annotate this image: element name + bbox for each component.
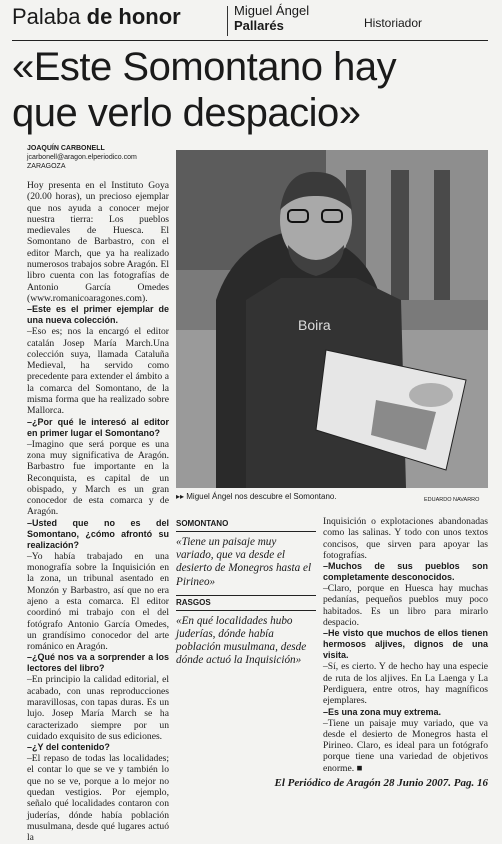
header-divider bbox=[227, 6, 228, 36]
interview-question: –He visto que muchos de ellos tienen hermosos aljives, dignos de una visita. bbox=[323, 628, 488, 661]
sidebar bbox=[176, 519, 316, 668]
author-email: jcarbonell@aragon.elperiodico.com bbox=[27, 154, 137, 161]
interview-question: –Este es el primer ejemplar de una nueva colección. bbox=[27, 304, 169, 326]
sidebar-heading-1: SOMONTANO bbox=[176, 519, 229, 528]
headline-line-2: que verlo despacio» bbox=[12, 91, 361, 135]
interview-question: –Es una zona muy extrema. bbox=[323, 706, 442, 717]
photo-illustration bbox=[176, 150, 488, 488]
author-name: JOAQUÍN CARBONELL bbox=[27, 145, 105, 152]
photo-caption: ▸▸ Miguel Ángel nos descubre el Somontano. bbox=[176, 492, 337, 501]
pull-quote-1: «Tiene un paisaje muy variado, que va desde el desierto de Monegros hasta el Pirineo» bbox=[176, 536, 312, 588]
sidebar-rule-1 bbox=[176, 531, 316, 532]
interview-question: –¿Por qué le interesó al editor en primer lugar el Somontano? bbox=[27, 416, 169, 438]
paragraph: –Eso es; nos la encargó el editor catalán Josep María March.Una colección suya, llamada Cataluña Medieval, ha servido como precedente para extender el ámbito a la comarca del Somontano, de la misma forma que ha realizado sobre Mallorca. bbox=[27, 326, 169, 417]
paragraph: –En principio la calidad editorial, el acabado, con unas reproducciones maravillosas, con tapas duras. Es un lujo. Josep María March se ha caracterizado siempre por un cuidado exquisito de sus ediciones. bbox=[27, 674, 169, 742]
interview-photo bbox=[176, 150, 488, 488]
paragraph: –Claro, porque en Huesca hay muchas pedanías, pequeños pueblos muy poco habitados. Es un libro para mirarlo despacio. bbox=[323, 583, 488, 629]
interview-question: –¿Qué nos va a sorprender a los lectores del libro? bbox=[27, 652, 169, 674]
photo-credit: EDUARDO NAVARRO bbox=[424, 497, 480, 503]
headline-line-1: «Este Somontano hay bbox=[12, 45, 397, 89]
paragraph: Inquisición o explotaciones abandonadas como las salinas. Y todo con unos textos concisos, que sirven para apoyar las fotografías. bbox=[323, 516, 488, 561]
sidebar-rule-2 bbox=[176, 595, 316, 596]
interview-question: –Usted que no es del Somontano, ¿cómo afrontó su realización? bbox=[27, 517, 169, 550]
pull-quote-2: «En qué localidades hubo juderías, dónde había población musulmana, desde dónde actuó la Inquisición» bbox=[176, 614, 307, 667]
paragraph: –El repaso de todas las localidades; el contar lo que se ve y también lo que no se ve, porque a lo mejor no quedan vestigios. Por ejemplo, señalo qué localidades contaron con juderías, dónde había población musulmana, desde qué lugares actuó la bbox=[27, 753, 169, 844]
interview-question: –Muchos de sus pueblos son completamente desconocidos. bbox=[323, 561, 488, 583]
page-footer: El Periódico de Aragón 28 Junio 2007. Pag. 16 bbox=[274, 777, 488, 789]
interviewee-first-name: Miguel Ángel bbox=[234, 3, 310, 18]
article-column-2 bbox=[323, 516, 488, 774]
section-bold: de honor bbox=[86, 4, 181, 29]
headline bbox=[12, 44, 492, 136]
author-city: ZARAGOZA bbox=[27, 163, 66, 170]
sidebar-heading-2: RASGOS bbox=[176, 597, 211, 607]
header-rule bbox=[12, 40, 488, 41]
paragraph: –Tiene un paisaje muy variado, que va desde el desierto de Monegros hasta el Pirineo. Claro, es ideal para un fotógrafo porque tiene una variedad de objetivos enorme. ■ bbox=[323, 717, 488, 774]
article-column-1 bbox=[27, 180, 169, 844]
paragraph: –Sí, es cierto. Y de hecho hay una especie de ruta de los aljives. En La Laenga y La Perdiguera, entre otros, hay magníficos ejemplares. bbox=[323, 661, 488, 707]
section-prefix: Palaba bbox=[12, 4, 87, 29]
sidebar-rule-3 bbox=[176, 610, 316, 611]
interview-question: –¿Y del contenido? bbox=[27, 742, 110, 753]
byline bbox=[27, 144, 137, 171]
svg-text:Boira: Boira bbox=[298, 317, 331, 333]
section-title bbox=[12, 4, 181, 30]
paragraph: Hoy presenta en el Instituto Goya (20.00 horas), un precioso ejemplar que nos ayuda a conocer mejor nuestra tierra: Los pueblos medievales de Huesca. El Somontano de Barbastro, con el editor March, que ya ha realizado numerosos trabajos sobre Aragón. El libro cuenta con las fotografías de Antonio García Omedes (www.romanicoaragones.com). bbox=[27, 180, 169, 304]
paragraph: –Imagino que será porque es una zona muy significativa de Aragón. Barbastro fue importante en la Reconquista, es capital de un obispado, y March es un gran conocedor de esta comarca y de Aragón. bbox=[27, 438, 169, 518]
paragraph: –Yo había trabajado en una monografía sobre la Inquisición en la zona, un tribunal asentado en Monzón y Barbastro, así que no era ajeno a esta comarca. El editor coordinó mi trabajo con el del fotógrafo Antonio García Omedes, un grandísimo conocedor del arte románico en Aragón. bbox=[27, 550, 169, 653]
interviewee-role: Historiador bbox=[364, 16, 423, 30]
interviewee-last-name: Pallarés bbox=[234, 18, 284, 33]
